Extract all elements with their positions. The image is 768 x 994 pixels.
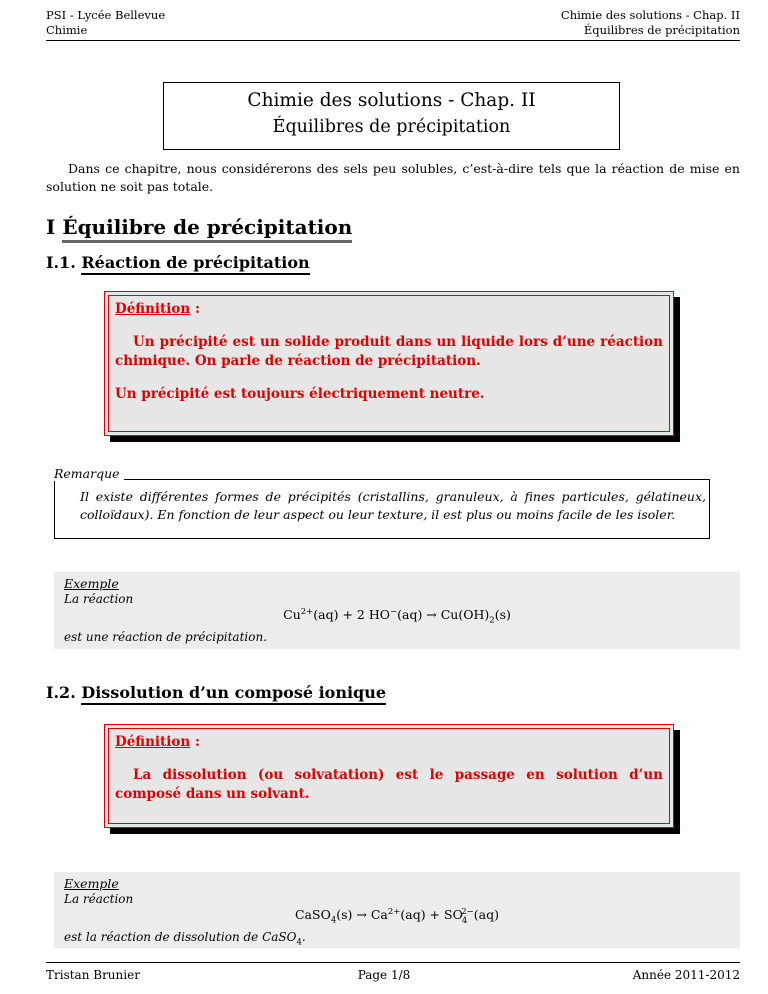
reaction-equation-2: CaSO$_4$(s) → $Ca^{2+}(aq) + SO_4^{2-}(aq)$ (294, 907, 499, 926)
definition-content (108, 295, 670, 432)
page-subtitle: Équilibres de précipitation (272, 117, 511, 137)
definition-colon: : (190, 734, 200, 750)
footer-author: Tristan Brunier (46, 968, 140, 982)
definition-content (108, 728, 670, 824)
header-right (561, 8, 740, 38)
definition-label: Définition (115, 301, 191, 317)
example-box-2 (54, 872, 740, 948)
header-rule (46, 40, 740, 41)
footer-rule (46, 962, 740, 963)
remark-text: Il existe différentes formes de précipités (cristallins, granuleux, à fines particules, gélatineux, colloïdaux). En fonction de leur aspect ou leur texture, il est plus ou moins facile de les isoler. (80, 489, 706, 522)
definition-box-1 (104, 291, 674, 436)
section-number: I (46, 215, 56, 239)
header-school: PSI - Lycée Bellevue (46, 8, 166, 22)
definition-colon: : (190, 301, 200, 317)
definition-label: Définition (115, 734, 191, 750)
footer-page: Page 1/8 (357, 968, 411, 982)
section-heading (46, 215, 352, 239)
subsection-heading-1 (46, 253, 310, 272)
subsection-number: I.2. (46, 683, 76, 702)
intro-paragraph: Dans ce chapitre, nous considérerons des sels peu solubles, c’est-à-dire tels que la réaction de mise en solution ne soit pas totale. (46, 161, 740, 194)
example-outro-text: est la réaction de dissolution de CaSO (64, 930, 297, 944)
definition-text: La dissolution (ou solvatation) est le passage en solution d’un composé dans un solvant. (115, 767, 663, 802)
footer-year: Année 2011-2012 (632, 968, 740, 982)
subsection-title: Réaction de précipitation (81, 253, 309, 275)
definition-text-2: Un précipité est toujours électriquement neutre. (115, 386, 485, 402)
header-chapter-title: Équilibres de précipitation (583, 23, 740, 37)
section-title: Équilibre de précipitation (62, 215, 352, 243)
example-label: Exemple (64, 576, 119, 591)
definition-text: Un précipité est un solide produit dans un liquide lors d’une réaction chimique. On parle de réaction de précipitation. (115, 334, 663, 369)
title-box (163, 82, 620, 150)
reaction-equation-1: $Cu^{2+}(aq) + 2$ $HO^-(aq) \to Cu(OH)_2(s)$ (283, 607, 511, 626)
subsection-heading-2 (46, 683, 386, 702)
example-intro: La réaction (64, 892, 134, 906)
example-intro: La réaction (64, 592, 134, 606)
subsection-number: I.1. (46, 253, 76, 272)
header-subject: Chimie (46, 23, 88, 37)
page-title: Chimie des solutions - Chap. II (247, 90, 536, 111)
header-left (46, 8, 165, 38)
subsection-title: Dissolution d’un composé ionique (81, 683, 386, 705)
example-box-1 (54, 572, 740, 649)
example-outro: est la réaction de dissolution de CaSO$_4$. (64, 930, 306, 948)
example-label: Exemple (64, 876, 119, 891)
example-outro: est une réaction de précipitation. (64, 630, 268, 644)
definition-box-2 (104, 724, 674, 828)
header-chapter: Chimie des solutions - Chap. II (560, 8, 740, 22)
remark-label: Remarque (54, 466, 124, 481)
